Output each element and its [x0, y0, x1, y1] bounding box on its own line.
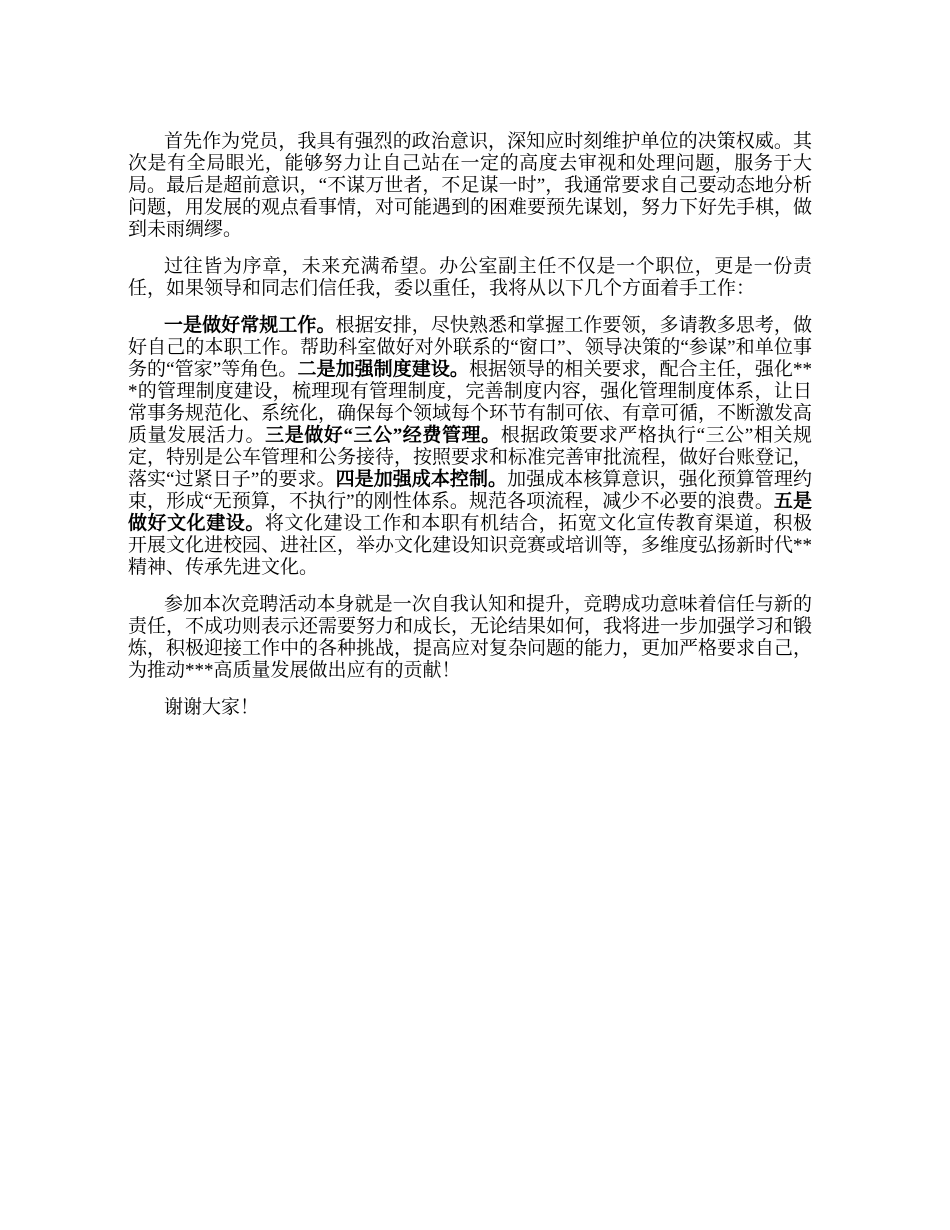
paragraph-self-awareness	[128, 131, 812, 241]
text-run: 根据领导的相关要求，配合主任，强化***的管理制度建设，梳理现有管理制度，完善制度内容，强化管理制度体系，让日常事务规范化、系统化，确保每个领域每个环节有制可依、有章可循，不断激发高质量发展活力。	[128, 359, 813, 446]
bold-heading-run: 一是做好常规工作。	[164, 315, 336, 336]
text-run: 谢谢大家！	[164, 697, 260, 718]
bold-heading-run: 四是加强成本控制。	[335, 469, 508, 490]
text-run: 过往皆为序章，未来充满希望。办公室副主任不仅是一个职位，更是一份责任，如果领导和同志们信任我，委以重任，我将从以下几个方面着手工作：	[128, 256, 812, 299]
bold-heading-run: 五是做好文化建设。	[128, 491, 812, 534]
bold-heading-run: 二是加强制度建设。	[297, 359, 469, 380]
paragraph-outlook	[128, 256, 812, 300]
text-run: 加强成本核算意识，强化预算管理约束，形成“无预算，不执行”的刚性体系。规范各项流程，减少不必要的浪费。	[128, 469, 812, 512]
bold-heading-run: 三是做好“三公”经费管理。	[265, 425, 501, 446]
text-run: 根据政策要求严格执行“三公”相关规定，特别是公车管理和公务接待，按照要求和标准完善审批流程，做好台账登记，落实“过紧日子”的要求。	[128, 425, 813, 490]
text-run: 将文化建设工作和本职有机结合，拓宽文化宣传教育渠道，积极开展文化进校园、进社区，举办文化建设知识竞赛或培训等，多维度弘扬新时代**精神、传承先进文化。	[128, 513, 813, 578]
paragraph-work-plan	[128, 315, 812, 579]
paragraph-closing	[128, 594, 812, 682]
document-content	[128, 131, 812, 719]
text-run: 参加本次竞聘活动本身就是一次自我认知和提升，竞聘成功意味着信任与新的责任，不成功则表示还需要努力和成长，无论结果如何，我将进一步加强学习和锻炼，积极迎接工作中的各种挑战，提高应对复杂问题的能力，更加严格要求自己，为推动***高质量发展做出应有的贡献！	[128, 594, 813, 681]
paragraph-thanks	[128, 697, 812, 719]
text-run: 首先作为党员，我具有强烈的政治意识，深知应时刻维护单位的决策权威。其次是有全局眼光，能够努力让自己站在一定的高度去审视和处理问题，服务于大局。最后是超前意识，“不谋万世者，不足谋一时”，我通常要求自己要动态地分析问题，用发展的观点看事情，对可能遇到的困难要预先谋划，努力下好先手棋，做到未雨绸缪。	[128, 131, 813, 240]
text-run: 根据安排，尽快熟悉和掌握工作要领，多请教多思考，做好自己的本职工作。帮助科室做好对外联系的“窗口”、领导决策的“参谋”和单位事务的“管家”等角色。	[128, 315, 812, 380]
